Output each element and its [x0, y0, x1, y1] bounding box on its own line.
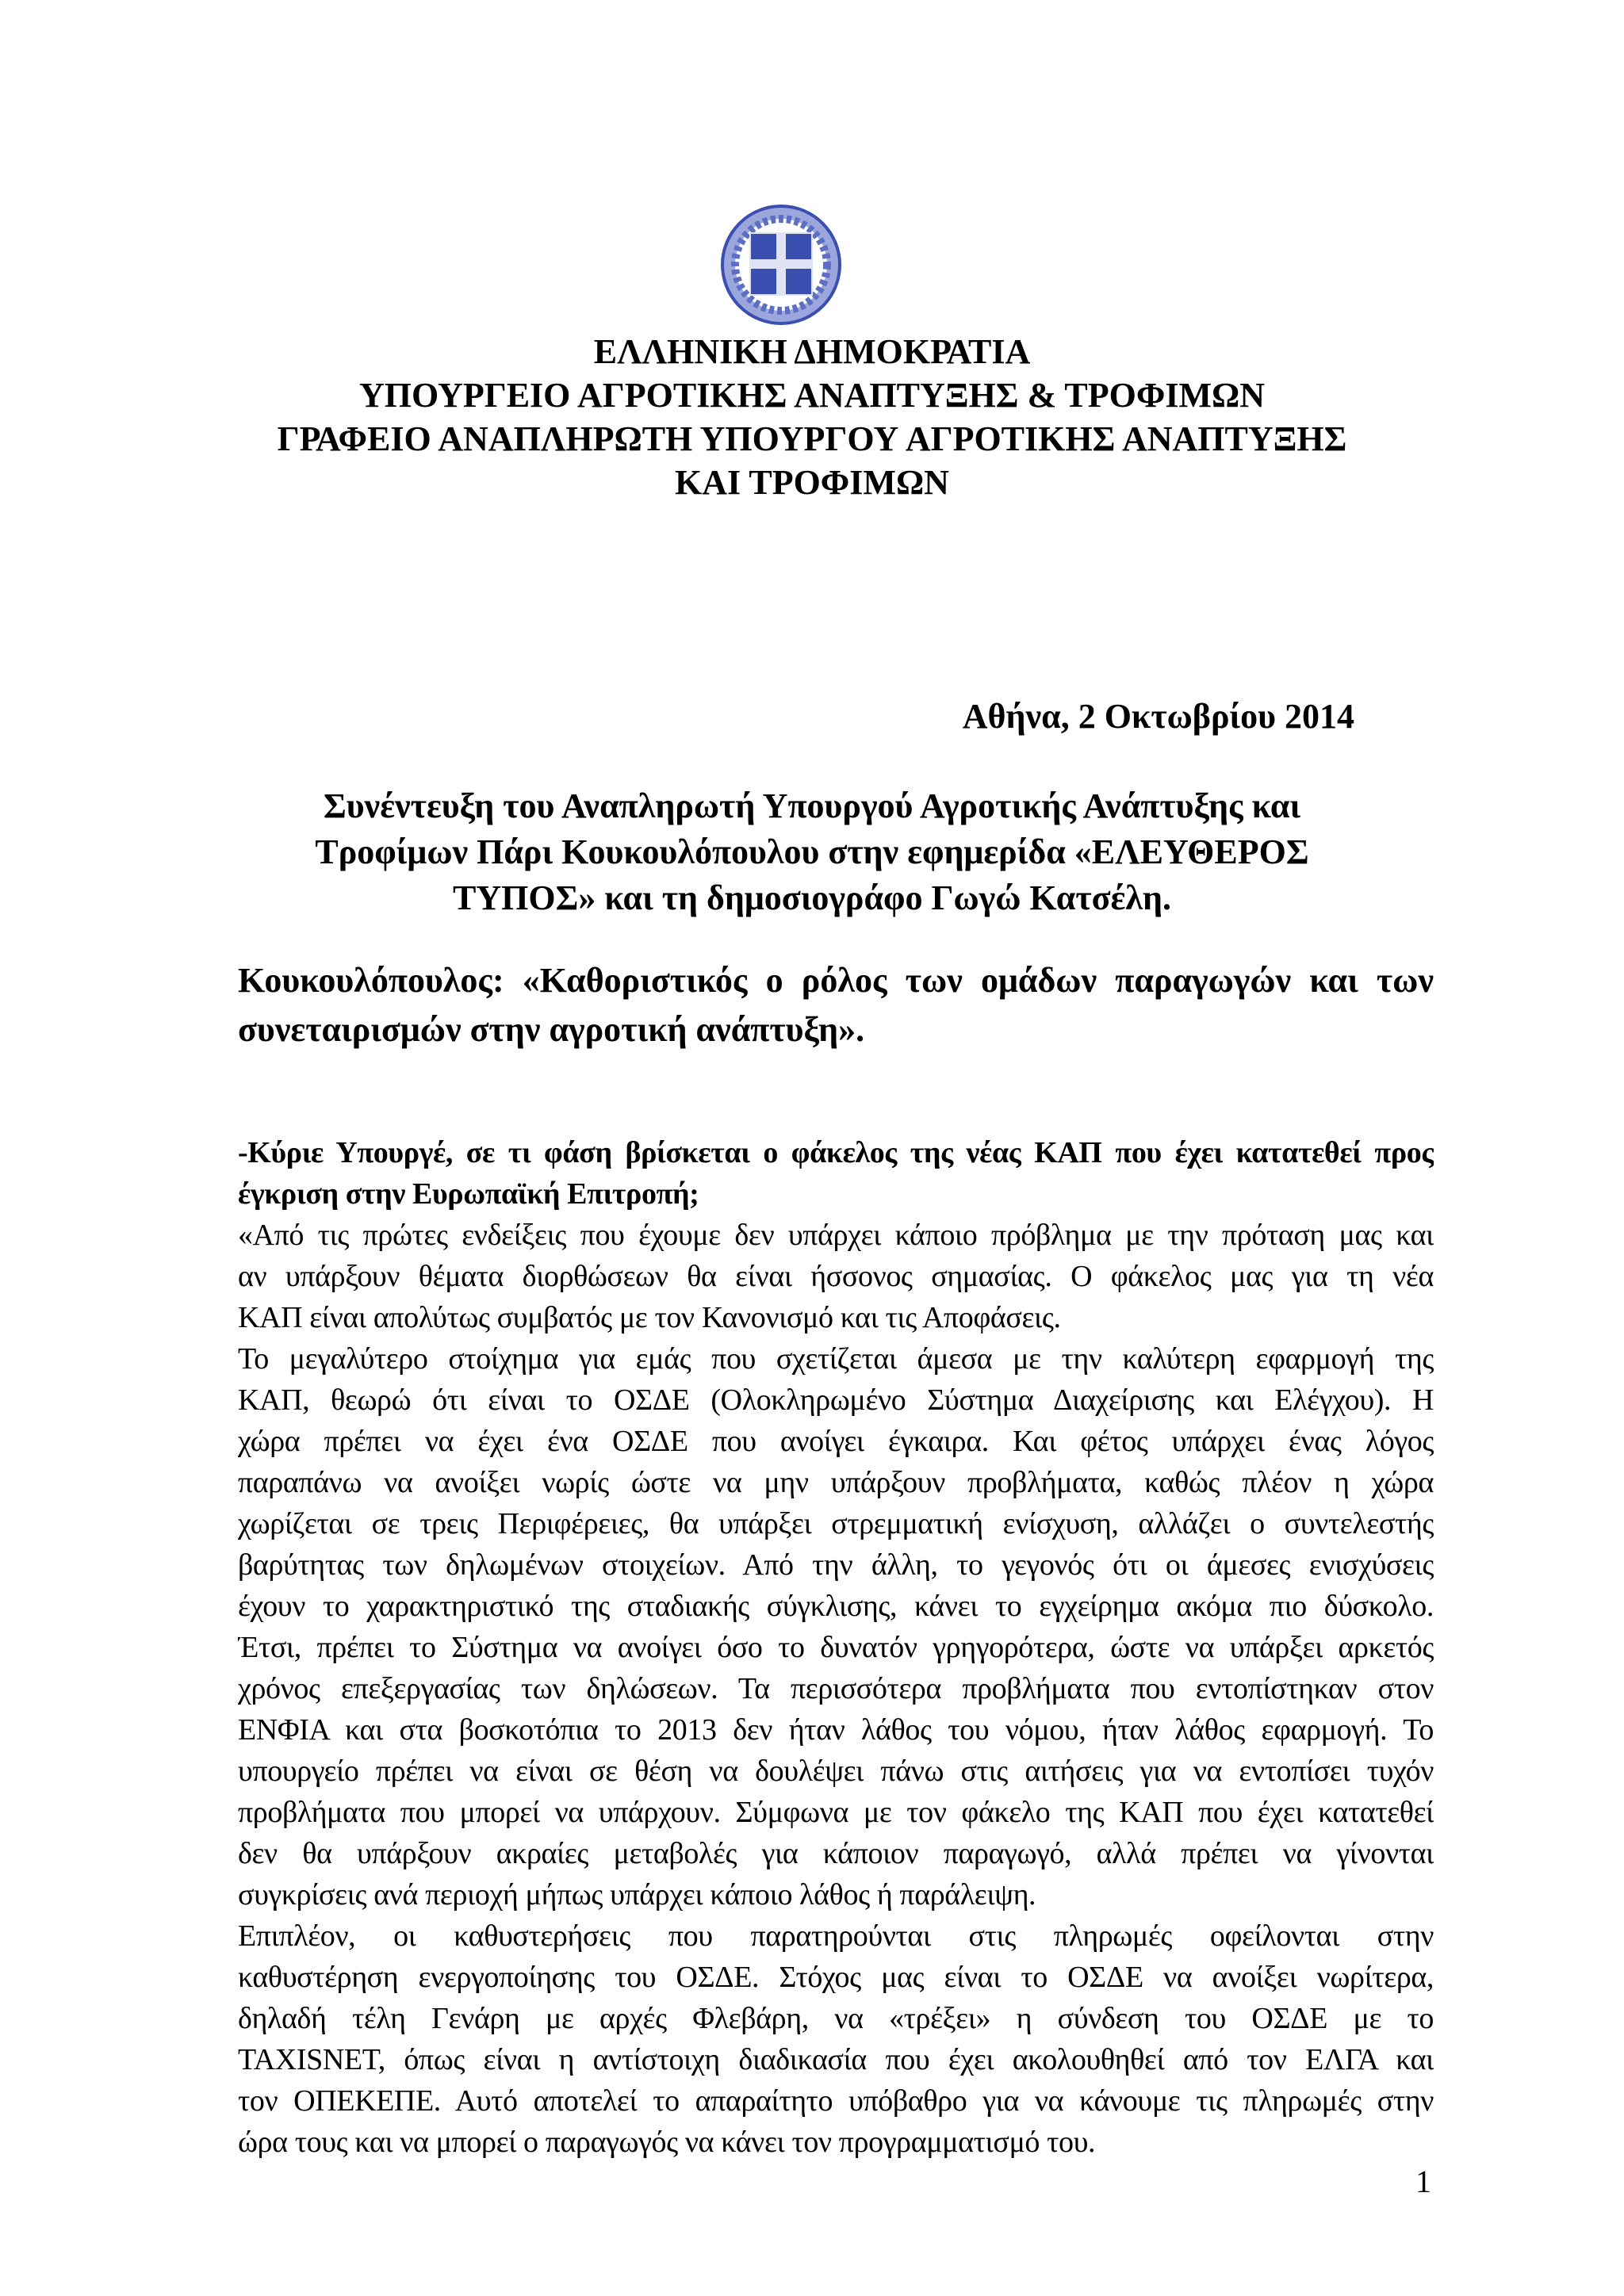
body-text-line: χρόνος επεξεργασίας των δηλώσεων. Τα περισσότερα προβλήματα που εντοπίστηκαν στον — [238, 1672, 1434, 1705]
greek-coat-of-arms-emblem — [718, 202, 845, 327]
body-text-line: δεν θα υπάρξουν ακραίες μεταβολές για κάποιον παραγωγό, αλλά πρέπει να γίνονται — [238, 1837, 1434, 1870]
headline-line: συνεταιρισμών στην αγροτική ανάπτυξη». — [238, 1010, 865, 1049]
headline — [238, 956, 1434, 1054]
headline-line: Κουκουλόπουλος: «Καθοριστικός ο ρόλος των ομάδων παραγωγών και των — [238, 961, 1434, 1000]
body-text-line: αν υπάρξουν θέματα διορθώσεων θα είναι ήσσονος σημασίας. Ο φάκελος μας για τη νέα — [238, 1260, 1434, 1293]
body-text-line: Επιπλέον, οι καθυστερήσεις που παρατηρούνται στις πληρωμές οφείλονται στην — [238, 1919, 1434, 1953]
letterhead-line: ΥΠΟΥΡΓΕΙΟ ΑΓΡΟΤΙΚΗΣ ΑΝΑΠΤΥΞΗΣ & ΤΡΟΦΙΜΩΝ — [358, 376, 1266, 415]
body-text-line: ΚΑΠ, θεωρώ ότι είναι το ΟΣΔΕ (Ολοκληρωμένο Σύστημα Διαχείρισης και Ελέγχου). Η — [238, 1383, 1434, 1417]
body-text-line: προβλήματα που μπορεί να υπάρχουν. Σύμφωνα με τον φάκελο της ΚΑΠ που έχει κατατεθεί — [238, 1796, 1434, 1829]
letterhead-line: ΚΑΙ ΤΡΟΦΙΜΩΝ — [675, 463, 949, 502]
question-line: έγκριση στην Ευρωπαϊκή Επιτροπή; — [238, 1177, 699, 1211]
body-text-line: ΕΝΦΙΑ και στα βοσκοτόπια το 2013 δεν ήταν λάθος του νόμου, ήταν λάθος εφαρμογή. Το — [238, 1713, 1434, 1747]
body-text-line: ΚΑΠ είναι απολύτως συμβατός με τον Κανονισμό και τις Αποφάσεις. — [238, 1301, 1061, 1334]
body-text-line: υπουργείο πρέπει να είναι σε θέση να δουλέψει πάνω στις αιτήσεις για να εντοπίσει τυχόν — [238, 1755, 1434, 1788]
subtitle-line: Τροφίμων Πάρι Κουκουλόπουλου στην εφημερίδα «ΕΛΕΥΘΕΡΟΣ — [315, 832, 1309, 871]
body-text-line: έχουν το χαρακτηριστικό της σταδιακής σύγκλισης, κάνει το εγχείρημα ακόμα πιο δύσκολο. — [238, 1590, 1434, 1623]
subtitle-line: Συνέντευξη του Αναπληρωτή Υπουργού Αγροτικής Ανάπτυξης και — [323, 786, 1301, 825]
document-subtitle — [190, 783, 1434, 921]
body-text-line: δηλαδή τέλη Γενάρη με αρχές Φλεβάρη, να «τρέξει» η σύνδεση του ΟΣΔΕ με το — [238, 2002, 1434, 2035]
body-text-line: παραπάνω να ανοίξει νωρίς ώστε να μην υπάρξουν προβλήματα, καθώς πλέον η χώρα — [238, 1466, 1434, 1499]
body-text-line: χώρα πρέπει να έχει ένα ΟΣΔΕ που ανοίγει έγκαιρα. Και φέτος υπάρχει ένας λόγος — [238, 1425, 1434, 1458]
body-text-line: «Από τις πρώτες ενδείξεις που έχουμε δεν υπάρχει κάποιο πρόβλημα με την πρόταση μας και — [238, 1219, 1434, 1252]
question-line: -Κύριε Υπουργέ, σε τι φάση βρίσκεται ο φάκελος της νέας ΚΑΠ που έχει κατατεθεί προς — [238, 1136, 1434, 1169]
body-text-line: Το μεγαλύτερο στοίχημα για εμάς που σχετίζεται άμεσα με την καλύτερη εφαρμογή της — [238, 1342, 1434, 1376]
body-text-line: καθυστέρηση ενεργοποίησης του ΟΣΔΕ. Στόχος μας είναι το ΟΣΔΕ να ανοίξει νωρίτερα, — [238, 1961, 1434, 1994]
body-text-line: χωρίζεται σε τρεις Περιφέρειες, θα υπάρξει στρεμματική ενίσχυση, αλλάζει ο συντελεστής — [238, 1507, 1434, 1540]
document-date: Αθήνα, 2 Οκτωβρίου 2014 — [962, 697, 1354, 736]
body-text-line: συγκρίσεις ανά περιοχή μήπως υπάρχει κάποιο λάθος ή παράλειψη. — [238, 1878, 1036, 1911]
letterhead — [0, 330, 1624, 504]
letterhead-line: ΕΛΛΗΝΙΚΗ ΔΗΜΟΚΡΑΤΙΑ — [593, 332, 1031, 371]
page-number: 1 — [1415, 2164, 1431, 2199]
body-text-line: ώρα τους και να μπορεί ο παραγωγός να κάνει τον προγραμματισμό του. — [238, 2126, 1096, 2159]
body-text-line: TAXISNET, όπως είναι η αντίστοιχη διαδικασία που έχει ακολουθηθεί από τον ΕΛΓΑ και — [238, 2043, 1434, 2076]
body-text-line: Έτσι, πρέπει το Σύστημα να ανοίγει όσο το δυνατόν γρηγορότερα, ώστε να υπάρξει αρκετός — [238, 1631, 1434, 1664]
letterhead-line: ΓΡΑΦΕΙΟ ΑΝΑΠΛΗΡΩΤΗ ΥΠΟΥΡΓΟΥ ΑΓΡΟΤΙΚΗΣ ΑΝΑΠΤΥΞΗΣ — [277, 419, 1347, 458]
body-text-line: τον ΟΠΕΚΕΠΕ. Αυτό αποτελεί το απαραίτητο υπόβαθρο για να κάνουμε τις πληρωμές στην — [238, 2084, 1434, 2118]
interview-body — [238, 1132, 1434, 2163]
subtitle-line: ΤΥΠΟΣ» και τη δημοσιογράφο Γωγώ Κατσέλη. — [453, 878, 1171, 917]
body-text-line: βαρύτητας των δηλωμένων στοιχείων. Από την άλλη, το γεγονός ότι οι άμεσες ενισχύσεις — [238, 1548, 1434, 1582]
